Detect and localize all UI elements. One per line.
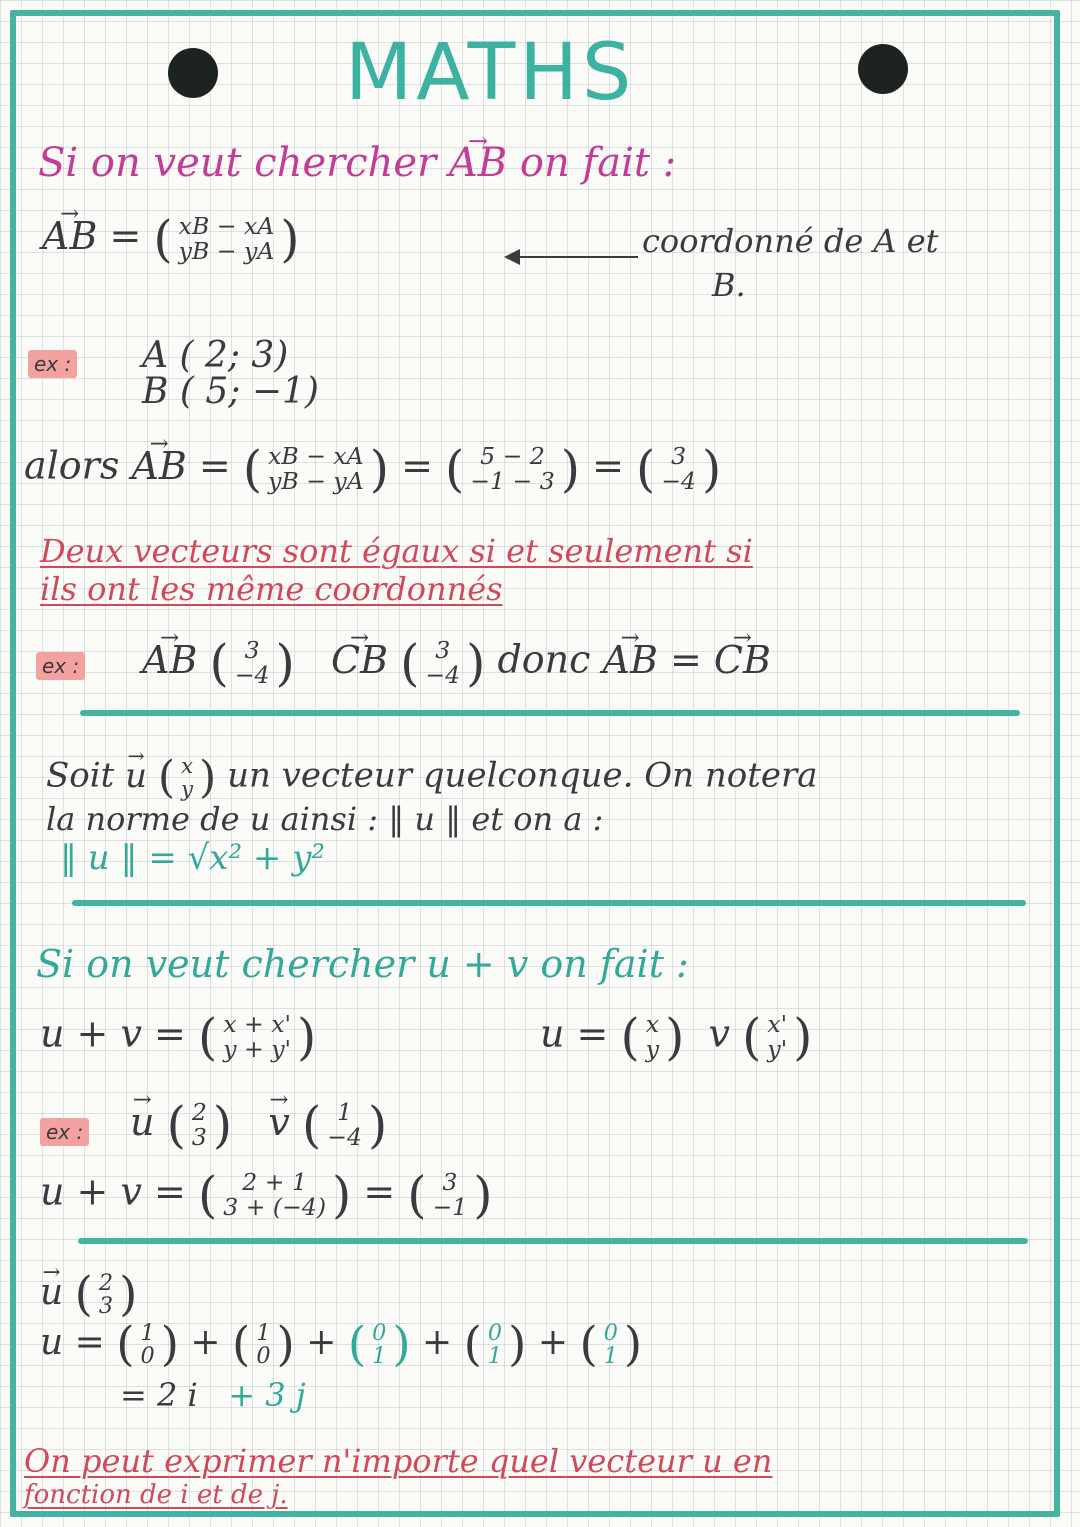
heading-text: Si on veut chercher <box>38 140 437 186</box>
vector-ab: → AB <box>603 638 658 682</box>
vector-u: → u <box>130 1100 154 1144</box>
equality-rule-line2: ils ont les même coordonnés <box>40 570 503 608</box>
vector-ab: → AB <box>42 214 97 258</box>
divider-3 <box>78 1238 1028 1244</box>
vector-cb: → CB <box>331 638 388 682</box>
vector-ab: → AB <box>449 140 507 186</box>
decomp-vector: → u ( 2 3 ) <box>40 1268 137 1322</box>
divider-2 <box>72 900 1026 906</box>
formula-bottom: yB − yA <box>178 237 275 265</box>
page-title: MATHS <box>345 28 636 118</box>
heading-text-end: on fait : <box>519 140 677 186</box>
left-arrow-icon <box>518 256 638 258</box>
norm-line2: la norme de u ainsi : ‖ u ‖ et on a : <box>46 800 604 838</box>
conclusion-line2: fonction de i et de j. <box>24 1480 288 1510</box>
equality-rule-line1: Deux vecteurs sont égaux si et seulement si <box>40 532 753 570</box>
vector-u: → u <box>40 1272 63 1313</box>
norm-formula: ‖ u ‖ = √x² + y² <box>60 838 326 878</box>
sum-heading: Si on veut chercher u + v on fait : <box>36 942 689 986</box>
vector-u: → u <box>125 756 147 796</box>
vector-cb: → CB <box>714 638 771 682</box>
arrow-head-icon <box>504 249 520 265</box>
ab-formula: → AB = ( xB − xA yB − yA ) <box>42 210 300 268</box>
section1-heading <box>38 140 676 186</box>
example3-vectors: → u ( 2 3 ) → v ( 1 −4 ) <box>130 1096 387 1154</box>
vector-ab: → AB <box>142 638 197 682</box>
vector-ab: → AB <box>131 444 186 488</box>
example1-tag: ex : <box>28 350 77 378</box>
example3-tag: ex : <box>40 1118 89 1146</box>
binder-hole-right <box>858 44 908 94</box>
vector-v: → v <box>268 1100 289 1144</box>
formula-top: xB − xA <box>178 212 275 241</box>
conclusion-line1: On peut exprimer n'importe quel vecteur u en <box>24 1442 773 1480</box>
example1-computation: alors → AB = ( xB − xA yB − yA ) = ( 5 − 2 −1 − 3 ) = ( 3 −4 ) <box>24 440 721 498</box>
example2-tag: ex : <box>36 652 85 680</box>
example3-sum: u + v = ( 2 + 1 3 + (−4) ) = ( 3 −1 ) <box>40 1166 493 1224</box>
decomp-sum: u = ( 1 0 ) + ( 1 0 ) + ( 0 1 ) + ( 0 1 ) + ( 0 1 ) <box>40 1318 643 1372</box>
donc-word: donc <box>497 637 591 682</box>
binder-hole-left <box>168 48 218 98</box>
coord-note-line1: coordonné de A et <box>642 222 939 260</box>
decomp-result: = 2 i + 3 j <box>120 1376 306 1414</box>
point-b: B ( 5; −1) <box>142 371 319 412</box>
divider-1 <box>80 710 1020 716</box>
norm-line1: Soit → u ( x y ) un vecteur quelconque. On notera <box>46 752 818 803</box>
sum-formula: u + v = ( x + x' y + y' ) <box>40 1008 317 1066</box>
coord-note-line2: B. <box>712 266 746 304</box>
alors-word: alors <box>24 443 120 488</box>
example2-equality: → AB ( 3 −4 ) → CB ( 3 −4 ) donc → AB = → CB <box>142 634 771 692</box>
sum-definitions: u = ( x y ) v ( x' y' ) <box>540 1008 813 1066</box>
point-a: A ( 2; 3) <box>142 335 289 376</box>
